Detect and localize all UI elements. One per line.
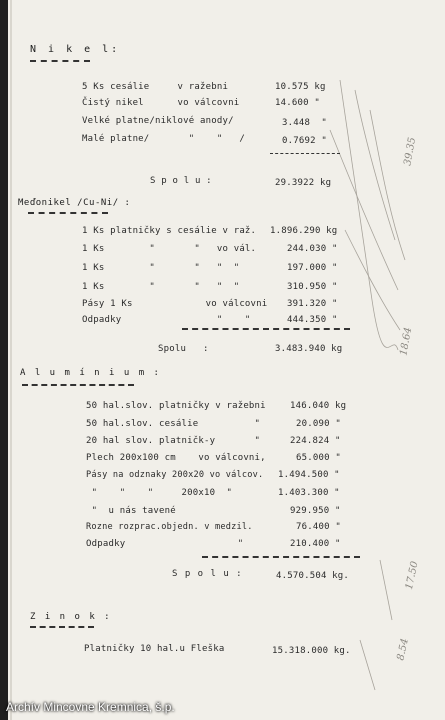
aluminium-row-label: " " " 200x10 " xyxy=(86,488,233,498)
nikel-row-value: 3.448 " xyxy=(282,118,327,128)
aluminium-row-value: 929.950 " xyxy=(290,506,341,516)
aluminium-total-label: S p o l u : xyxy=(172,569,243,579)
aluminium-row-value: 210.400 " xyxy=(290,539,341,549)
medonikel-row-value: 244.030 " xyxy=(287,244,338,254)
sum-rule xyxy=(182,328,350,330)
section-heading-nikel: N i k e l: xyxy=(30,44,121,55)
nikel-row-value: 10.575 kg xyxy=(275,82,326,92)
medonikel-row-label: 1 Ks platničky s cesálie v raž. xyxy=(82,226,257,236)
nikel-row-label: Malé platne/ " " / xyxy=(82,134,245,144)
medonikel-row-value: 310.950 " xyxy=(287,282,338,292)
medonikel-row-label: 1 Ks " " " " xyxy=(82,282,240,292)
medonikel-row-value: 197.000 " xyxy=(287,263,338,273)
aluminium-row-label: Odpadky " xyxy=(86,539,244,549)
aluminium-row-value: 146.040 kg xyxy=(290,401,347,411)
aluminium-row-value: 65.000 " xyxy=(296,453,341,463)
medonikel-total-value: 3.483.940 kg xyxy=(275,344,343,354)
nikel-row-value: 0.7692 " xyxy=(282,136,327,146)
nikel-total-label: S p o l u : xyxy=(150,176,212,186)
medonikel-row-value: 391.320 " xyxy=(287,299,338,309)
aluminium-row-value: 1.494.500 " xyxy=(278,470,340,480)
medonikel-row-label: 1 Ks " " " " xyxy=(82,263,240,273)
sum-rule xyxy=(270,153,340,154)
medonikel-row-label: Pásy 1 Ks vo válcovni xyxy=(82,299,268,309)
handwritten-note: 17.50 xyxy=(403,560,421,591)
aluminium-row-label: 20 hal slov. platničk-y " xyxy=(86,436,261,446)
aluminium-total-value: 4.570.504 kg. xyxy=(276,571,350,581)
aluminium-row-label: 50 hal.slov. platničky v ražebni xyxy=(86,401,266,411)
section-heading-aluminium: A l u m í n i u m : xyxy=(20,368,161,378)
section-heading-medonikel: Meďonikel /Cu-Ni/ : xyxy=(18,198,131,208)
handwritten-note: 18.64 xyxy=(398,326,415,357)
heading-underline xyxy=(28,212,108,214)
medonikel-row-value: 1.896.290 kg xyxy=(270,226,338,236)
aluminium-row-label: Rozne rozprac.objedn. v medzil. xyxy=(86,522,253,532)
nikel-row-label: Čistý nikel vo válcovni xyxy=(82,98,240,108)
heading-underline xyxy=(22,384,134,386)
aluminium-row-value: 1.403.300 " xyxy=(278,488,340,498)
aluminium-row-value: 20.090 " xyxy=(296,419,341,429)
archive-watermark: Archív Mincovne Kremnica, š.p. xyxy=(6,700,175,714)
zinok-row-value: 15.318.000 kg. xyxy=(272,646,351,656)
medonikel-row-label: Odpadky " " xyxy=(82,315,251,325)
medonikel-row-value: 444.350 " xyxy=(287,315,338,325)
aluminium-row-label: Pásy na odznaky 200x20 vo válcov. xyxy=(86,470,264,480)
handwritten-note: 8.54 xyxy=(395,637,411,662)
aluminium-row-label: " u nás tavené xyxy=(86,506,176,516)
medonikel-total-label: Spolu : xyxy=(158,344,209,354)
nikel-row-label: Velké platne/niklové anody/ xyxy=(82,116,234,126)
medonikel-row-label: 1 Ks " " vo vál. xyxy=(82,244,257,254)
section-heading-zinok: Z i n o k : xyxy=(30,612,112,622)
aluminium-row-value: 76.400 " xyxy=(296,522,341,532)
sum-rule xyxy=(202,556,360,558)
aluminium-row-value: 224.824 " xyxy=(290,436,341,446)
nikel-row-value: 14.600 " xyxy=(275,98,320,108)
nikel-total-value: 29.3922 kg xyxy=(275,178,332,188)
aluminium-row-label: 50 hal.slov. cesálie " xyxy=(86,419,261,429)
handwritten-note: 39.35 xyxy=(402,136,419,167)
heading-underline xyxy=(30,626,94,628)
nikel-row-label: 5 Ks cesálie v ražebni xyxy=(82,82,229,92)
heading-underline xyxy=(30,60,90,62)
aluminium-row-label: Plech 200x100 cm vo válcovni, xyxy=(86,453,266,463)
zinok-row-label: Platničky 10 hal.u Fleška xyxy=(84,644,225,654)
